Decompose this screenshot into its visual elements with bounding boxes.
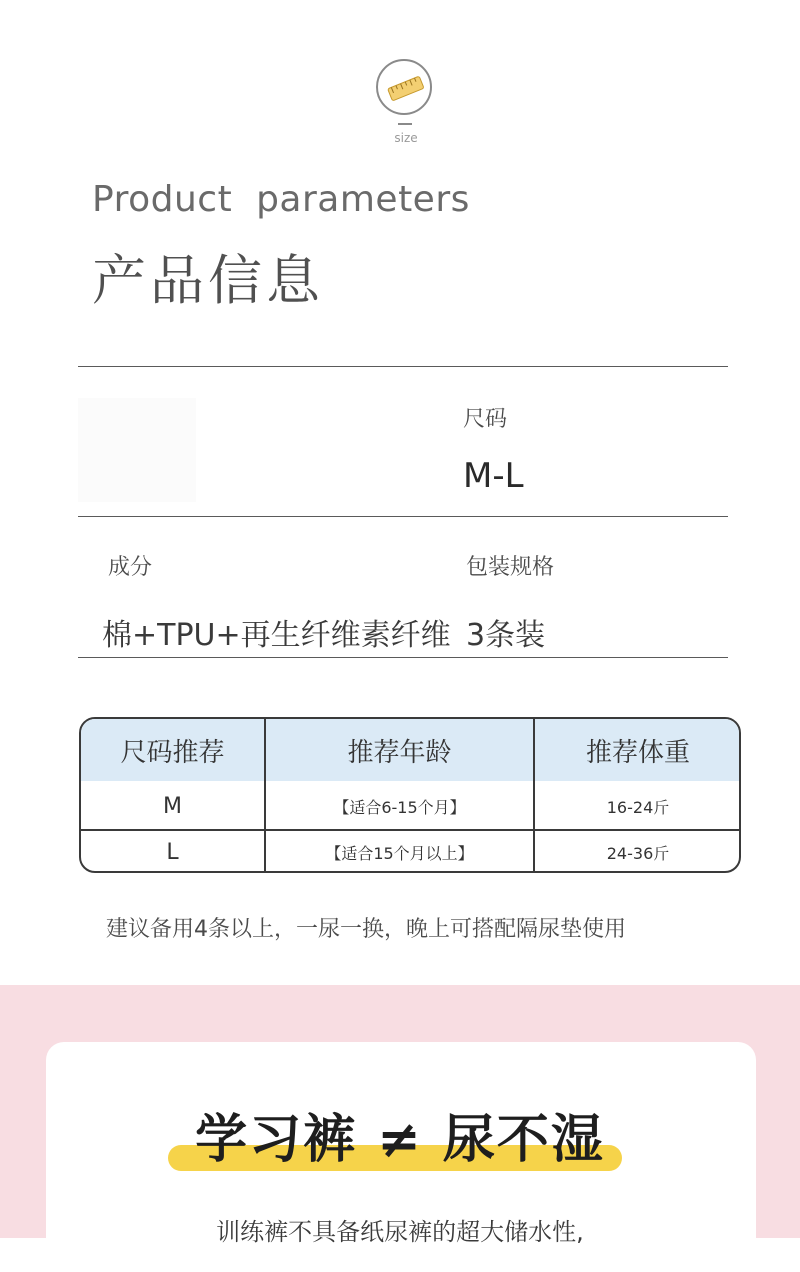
table-cell-size: L (166, 839, 179, 865)
promo-subline: 训练裤不具备纸尿裤的超大储水性, (216, 1218, 584, 1246)
table-header-weight: 推荐体重 (585, 737, 690, 768)
icon-divider (398, 123, 412, 125)
icon-label: size (394, 131, 418, 145)
size-recommendation-table (79, 717, 741, 873)
product-image-placeholder (78, 398, 196, 502)
package-value: 3条装 (466, 618, 546, 653)
section-title-en: Product parameters (92, 179, 470, 220)
material-label: 成分 (108, 555, 153, 580)
table-cell-age: 【适合15个月以上】 (325, 843, 474, 863)
table-cell-weight: 16-24斤 (606, 797, 670, 817)
table-cell-size: M (163, 793, 182, 819)
divider-top (78, 366, 728, 367)
material-value: 棉+TPU+再生纤维素纤维 (102, 618, 451, 653)
promo-headline: 学习裤 ≠ 尿不湿 (195, 1110, 605, 1170)
table-header-size: 尺码推荐 (120, 737, 225, 768)
package-label: 包装规格 (466, 555, 555, 580)
section-title-cn: 产品信息 (92, 249, 324, 312)
table-cell-age: 【适合6-15个月】 (333, 797, 466, 817)
size-value: M-L (463, 456, 524, 496)
divider-bottom (78, 657, 728, 658)
table-header-age: 推荐年龄 (347, 737, 452, 768)
usage-advice: 建议备用4条以上，一尿一换，晚上可搭配隔尿垫使用 (106, 917, 626, 942)
size-label: 尺码 (463, 407, 508, 432)
table-cell-weight: 24-36斤 (606, 843, 670, 863)
divider-middle (78, 516, 728, 517)
ruler-icon (376, 59, 432, 115)
